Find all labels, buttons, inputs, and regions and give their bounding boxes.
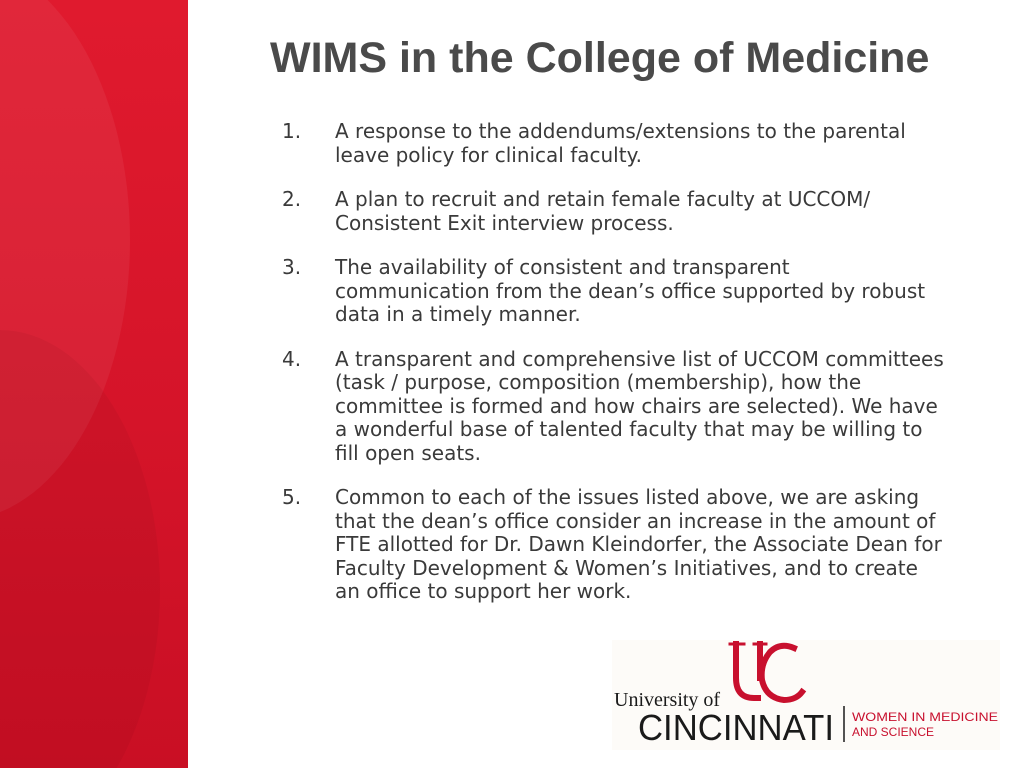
logo-cincinnati: CINCINNATI: [638, 707, 834, 748]
list-item-number: 5.: [282, 485, 302, 509]
logo-program-line2: AND SCIENCE: [852, 725, 935, 739]
logo-program-line1: WOMEN IN MEDICINE: [852, 710, 998, 724]
list-item-text: Common to each of the issues listed above, we are asking that the dean’s office consider an increase in the amount of FTE allotted for Dr. Dawn Kleindorfer, the Associate Dean for Faculty Development & Women’s Initiatives, and to create an office to support her work.: [335, 485, 942, 603]
list-item-text: A plan to recruit and retain female faculty at UCCOM/ Consistent Exit interview process.: [335, 187, 871, 235]
logo-university-of: University of: [614, 689, 721, 711]
list-item-number: 3.: [282, 255, 302, 279]
list-item-number: 4.: [282, 346, 302, 371]
red-side-band: [0, 0, 188, 768]
list-item-text: A response to the addendums/extensions to the parental leave policy for clinical faculty.: [335, 119, 906, 167]
uc-women-in-medicine-logo: [612, 640, 1000, 750]
list-item-text: A transparent and comprehensive list of UCCOM committees (task / purpose, composition (membership), how the committee is formed and how chairs are selected). We have a wonderful base of talented faculty that may be willing to fill open seats.: [335, 346, 944, 465]
list-item: [282, 486, 982, 604]
issues-list: [282, 120, 982, 625]
uc-monogram-icon: [730, 644, 802, 700]
list-item-text: The availability of consistent and transparent communication from the dean’s office supported by robust data in a timely manner.: [335, 255, 926, 326]
list-item-number: 2.: [282, 187, 302, 211]
list-item: [282, 120, 982, 167]
slide-title: WIMS in the College of Medicine: [270, 34, 930, 82]
list-item: [282, 188, 982, 235]
list-item-number: 1.: [282, 119, 302, 143]
uc-logo-svg: [612, 640, 1000, 750]
list-item: [282, 256, 982, 327]
list-item: [282, 348, 982, 466]
